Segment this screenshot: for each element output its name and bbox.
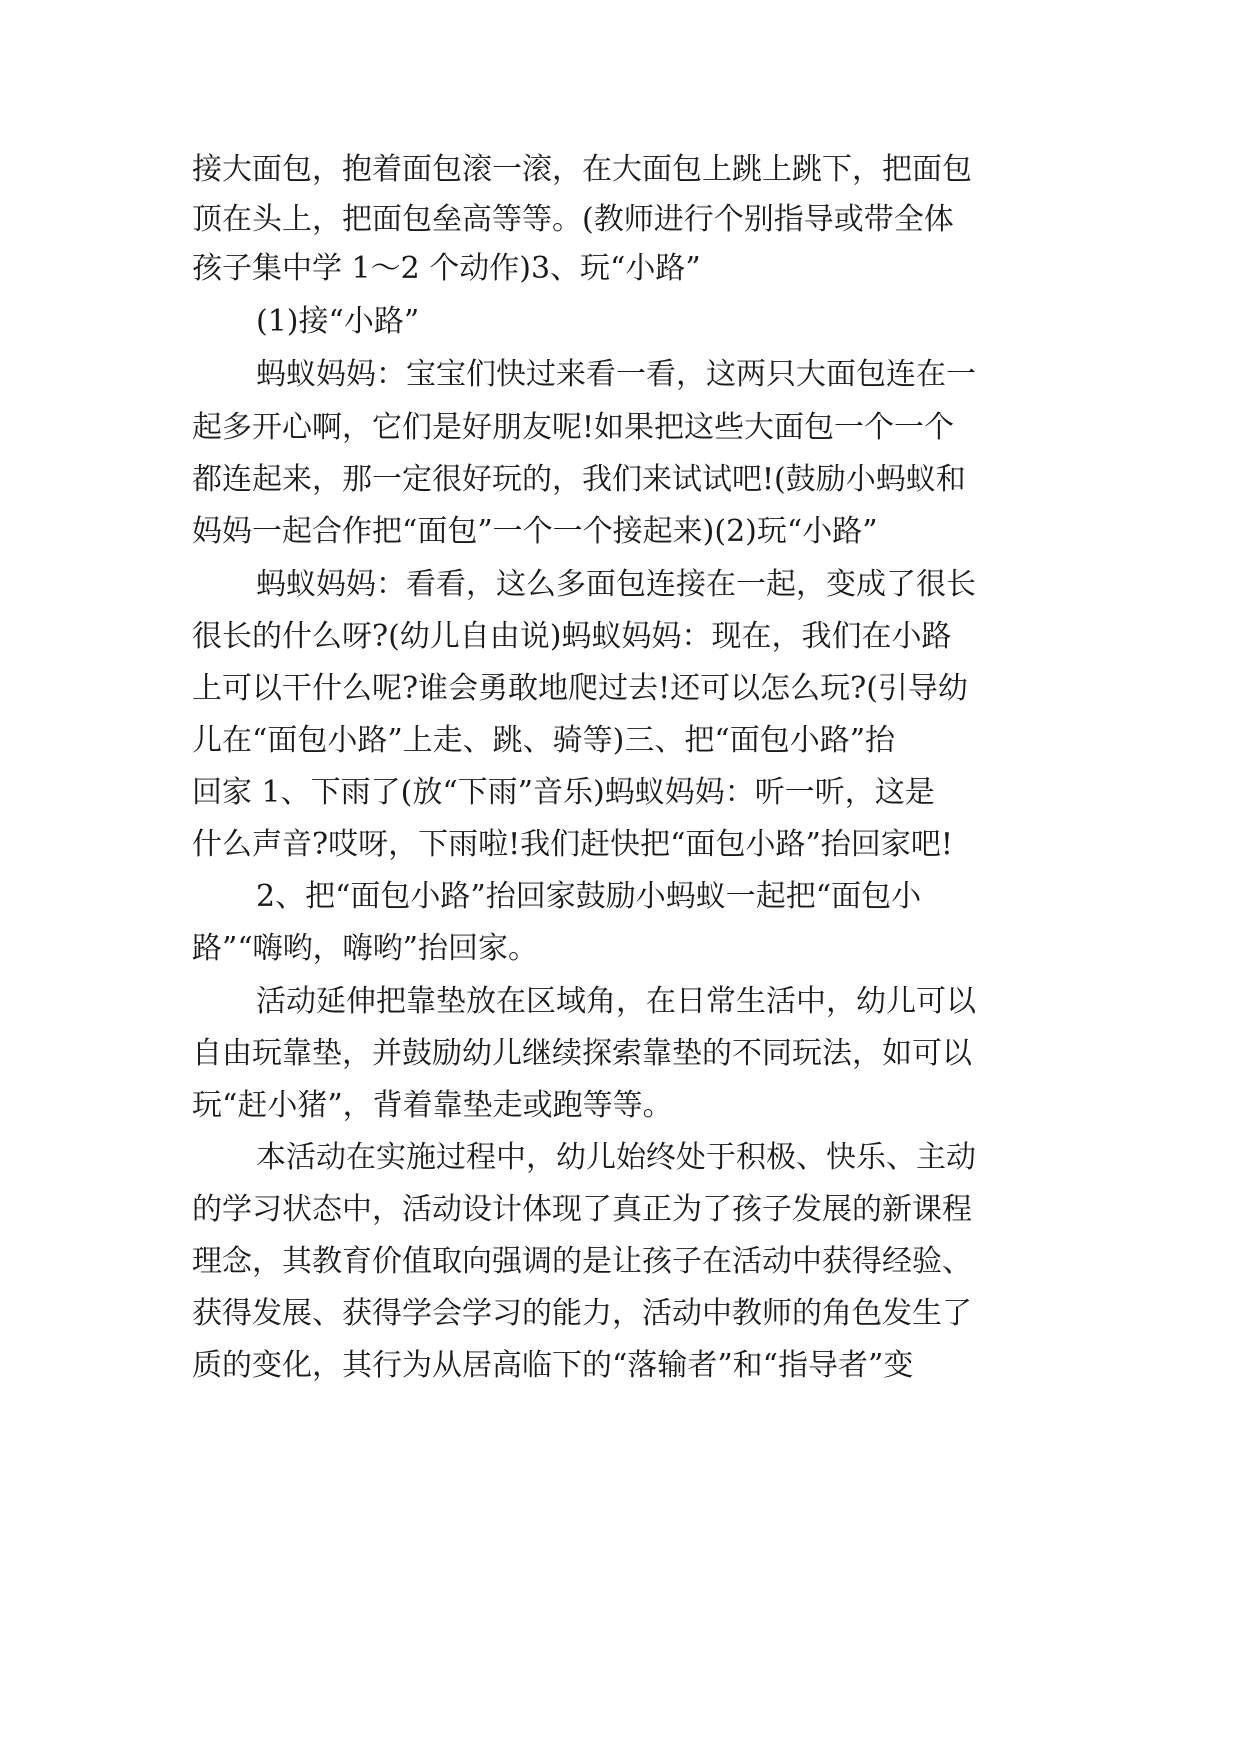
text-line-20: 本活动在实施过程中，幼儿始终处于积极、快乐、主动 — [256, 1140, 976, 1175]
text-line-8: 妈妈一起合作把“面包”一个一个接起来)(2)玩“小路” — [192, 514, 878, 549]
text-line-9: 蚂蚁妈妈：看看，这么多面包连接在一起，变成了很长 — [256, 567, 976, 602]
text-line-18: 自由玩靠垫，并鼓励幼儿继续探索靠垫的不同玩法，如可以 — [192, 1036, 972, 1071]
text-line-1: 接大面包，抱着面包滚一滚，在大面包上跳上跳下，把面包 — [192, 152, 972, 187]
text-line-24: 质的变化，其行为从居高临下的“落输者”和“指导者”变 — [192, 1348, 914, 1383]
text-line-5: 蚂蚁妈妈：宝宝们快过来看一看，这两只大面包连在一 — [256, 357, 976, 392]
text-line-10: 很长的什么呀?(幼儿自由说)蚂蚁妈妈：现在，我们在小路 — [192, 619, 952, 654]
text-line-23: 获得发展、获得学会学习的能力，活动中教师的角色发生了 — [192, 1296, 972, 1331]
text-line-2: 顶在头上，把面包垒高等等。(教师进行个别指导或带全体 — [192, 202, 954, 237]
text-line-19: 玩“赶小猪”，背着靠垫走或跑等等。 — [192, 1088, 673, 1123]
text-line-4: (1)接“小路” — [256, 304, 420, 339]
text-line-14: 什么声音?哎呀，下雨啦!我们赶快把“面包小路”抬回家吧! — [192, 827, 953, 862]
text-line-7: 都连起来，那一定很好玩的，我们来试试吧!(鼓励小蚂蚁和 — [192, 462, 966, 497]
text-line-21: 的学习状态中，活动设计体现了真正为了孩子发展的新课程 — [192, 1192, 972, 1227]
text-line-11: 上可以干什么呢?谁会勇敢地爬过去!还可以怎么玩?(引导幼 — [192, 671, 968, 706]
text-line-13: 回家 1、下雨了(放“下雨”音乐)蚂蚁妈妈：听一听，这是 — [192, 775, 935, 810]
text-line-15: 2、把“面包小路”抬回家鼓励小蚂蚁一起把“面包小 — [256, 879, 922, 914]
text-line-12: 儿在“面包小路”上走、跳、骑等)三、把“面包小路”抬 — [192, 723, 896, 758]
text-line-22: 理念，其教育价值取向强调的是让孩子在活动中获得经验、 — [192, 1244, 972, 1279]
text-line-3: 孩子集中学 1～2 个动作)3、玩“小路” — [192, 251, 701, 286]
text-line-17: 活动延伸把靠垫放在区域角，在日常生活中，幼儿可以 — [256, 984, 976, 1019]
text-line-16: 路”“嗨哟，嗨哟”抬回家。 — [192, 931, 539, 966]
text-line-6: 起多开心啊，它们是好朋友呢!如果把这些大面包一个一个 — [192, 410, 955, 445]
